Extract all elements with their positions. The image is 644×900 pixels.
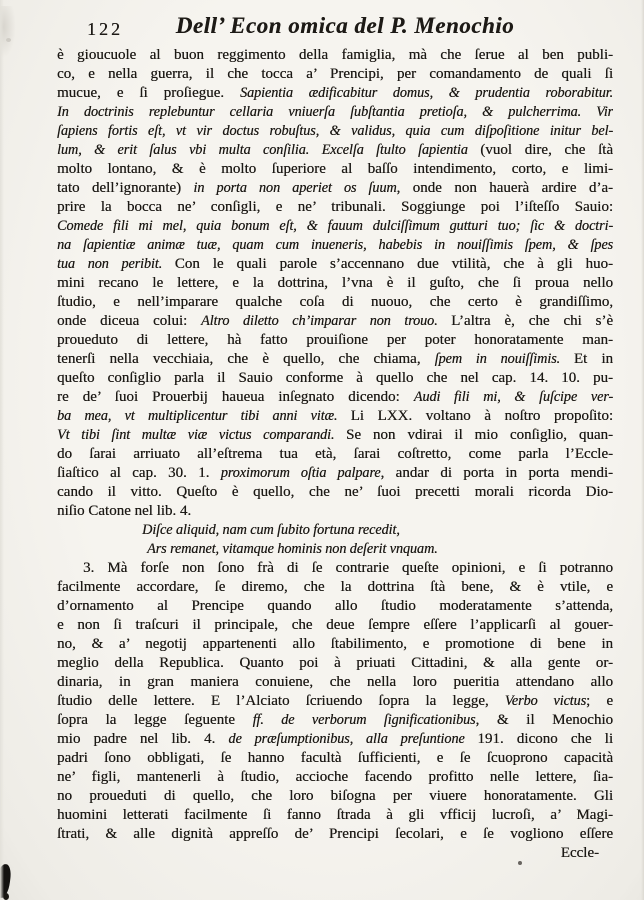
roman-segment: ne’ figli, mantenerli à ſtudio, accioche facendo profitto nelle lettere, ſia-	[57, 769, 613, 785]
roman-segment: (vuol dire, che ſtà	[480, 142, 613, 158]
roman-segment: Con le quali parole s’accennano due vtilità, che à gli huo-	[174, 256, 613, 272]
text-line	[57, 559, 613, 578]
text-line	[57, 141, 613, 160]
italic-segment: lum, & erit ſalus vbi multa conſilia. Excelſa ſtulto ſapientia	[57, 142, 481, 158]
italic-segment: na ſapientiæ animæ tuæ, quam cum inueneris, habebis in nouiſſimis ſpem, & ſpes	[57, 237, 613, 253]
text-line	[57, 825, 613, 844]
roman-segment: dinaria, in gran maniera conuiene, che nella loro pueritia attendano allo	[57, 674, 613, 690]
scan-speck	[6, 38, 11, 42]
roman-segment: , & il Menochio	[475, 712, 613, 728]
text-line	[57, 540, 613, 559]
italic-segment: Verbo victus	[504, 693, 587, 709]
italic-segment: In doctrinis replebuntur cellaria vniuerſa ſubſtantia pretioſa, & pulcherrima. Vir	[57, 104, 613, 120]
roman-segment: mio padre nel lib. 4.	[57, 731, 229, 747]
text-line	[57, 350, 613, 369]
text-line	[57, 293, 613, 312]
roman-segment: , andar di porta in porta mendi-	[380, 465, 613, 481]
text-line	[57, 179, 613, 198]
text-line	[57, 787, 613, 806]
text-line	[57, 483, 613, 502]
roman-segment: tato dell’ignorante)	[57, 180, 194, 196]
roman-segment: onde diceua colui:	[57, 313, 202, 329]
text-line	[57, 255, 613, 274]
roman-segment: huomini letterati facilmente ſi fanno ſtrada à gli vfficij lucroſi, a’ Magi-	[57, 807, 613, 823]
text-line	[57, 521, 613, 540]
text-line	[57, 749, 613, 768]
roman-segment: mini recano le lettere, e la dottrina, l’vna è il guſto, che ſi proua nello	[57, 275, 613, 291]
text-line	[57, 274, 613, 293]
text-line	[57, 711, 613, 730]
roman-segment: tenerſi nella vecchiaia, che è quello, che chiama,	[57, 351, 435, 367]
running-title: Dell’ Econ omica del P. Menochio	[175, 13, 515, 38]
roman-segment: Li LXX. voltano à noſtro propoſito:	[350, 408, 613, 424]
text-line	[57, 407, 613, 426]
text-line	[57, 160, 613, 179]
text-line	[57, 122, 613, 141]
text-block	[57, 46, 613, 863]
italic-segment: Diſce aliquid, nam cum ſubito fortuna recedit,	[142, 522, 400, 538]
roman-segment: ſiaſtico al cap. 30. 1.	[57, 465, 221, 481]
text-line	[57, 46, 613, 65]
text-line	[57, 445, 613, 464]
text-line	[57, 198, 613, 217]
roman-segment: ſtudio delle lettere. E l’Alciato ſcriuendo ſopra la legge,	[57, 693, 505, 709]
text-line	[57, 597, 613, 616]
italic-segment: ba mea, vt multiplicentur tibi anni vitæ.	[57, 408, 351, 424]
roman-segment: L’altra è, che chi s’è	[451, 313, 613, 329]
roman-segment: Et in	[573, 351, 613, 367]
roman-segment: facilmente accordare, ſe diremo, che la dottrina ſtà bene, & è vtile, e	[57, 579, 613, 595]
italic-segment: in porta non aperiet os ſuum	[193, 180, 397, 196]
roman-segment: padri ſono obbligati, ſe hanno facultà ſufficienti, e ſe ſcuoprono capacità	[57, 750, 613, 766]
text-line	[57, 388, 613, 407]
text-line	[57, 616, 613, 635]
roman-segment: ſtudio, e nell’imparare qualche coſa di nuouo, che certo è grandiſſimo,	[57, 294, 613, 310]
scan-dot-artifact	[518, 861, 522, 865]
page-number: 122	[87, 19, 123, 39]
italic-segment: ſapiens fortis eſt, vt vir doctus robuſtus, & validus, quia cum diſpoſitione initur bel-	[57, 123, 613, 139]
text-line	[57, 426, 613, 445]
text-line	[57, 103, 613, 122]
text-line	[57, 806, 613, 825]
text-line	[57, 692, 613, 711]
roman-segment: , onde non hauerà ardire d’a-	[396, 180, 613, 196]
roman-segment: meglio della Republica. Quanto poi à priuati Cittadini, & alla gente or-	[57, 655, 613, 671]
italic-segment: Audi fili mi, & ſuſcipe ver-	[413, 389, 613, 405]
roman-segment: ſtrati, & alle dignità appreſſo de’ Prencipi ſecolari, e ſe vogliono eſſere	[57, 826, 613, 842]
roman-segment: do ſarai arriuato all’eſtrema tua età, ſarai coſtretto, come parla l’Eccle-	[57, 446, 613, 462]
text-line	[57, 236, 613, 255]
text-line	[57, 331, 613, 350]
text-line	[57, 464, 613, 483]
roman-segment: queſto conſiglio parla il Sauio conforme à quello che nel cap. 14. 10. pu-	[57, 370, 613, 386]
roman-segment: ; e	[586, 693, 613, 709]
roman-segment: molto lontano, & è molto ſuperiore al baſſo intendimento, corto, e limi-	[57, 161, 613, 177]
text-line	[57, 312, 613, 331]
roman-segment: proueduto di lettere, hà fatto prouiſione per poter honoratamente man-	[57, 332, 613, 348]
roman-segment: no proueduti di quello, che loro biſogna per viuere honoratamente. Gli	[57, 788, 613, 804]
text-line	[57, 578, 613, 597]
roman-segment: prire la bocca ne’ conſigli, e ne’ tribunali. Soggiunge poi l’iſteſſo Sauio:	[57, 199, 613, 215]
italic-segment: tua non peribit.	[57, 256, 175, 272]
italic-segment: Ars remanet, vitamque hominis non deſerit vnquam.	[147, 541, 438, 557]
italic-segment: de præſumptionibus, alla preſuntione	[228, 731, 478, 747]
text-line	[57, 217, 613, 236]
roman-segment: d’ornamento al Prencipe quando allo ſtudio moderatamente s’attenda,	[57, 598, 613, 614]
italic-segment: Vt tibi ſint multæ viæ victus comparandi.	[57, 427, 346, 443]
roman-segment: Se non vdirai il mio conſiglio, quan-	[346, 427, 613, 443]
text-line	[57, 84, 613, 103]
text-line	[57, 768, 613, 787]
scan-edge-shadow-left	[0, 0, 4, 900]
italic-segment: ff. de verborum ſignificationibus	[252, 712, 476, 728]
roman-segment: e non ſi traſcuri il principale, che deue ſempre eſſere l’applicarſi al gouer-	[57, 617, 613, 633]
page-header	[57, 13, 613, 45]
roman-segment: è gioucuole al buon reggimento della famiglia, mà che ſerue al ben publi-	[57, 47, 613, 63]
text-line	[57, 635, 613, 654]
roman-segment: cando il vitto. Queſto è quello, che ne’ ſuoi precetti morali ricorda Dio-	[57, 484, 613, 500]
roman-segment: no, & a’ negotij appartenenti allo ſtabilimento, e promotione di bene in	[57, 636, 613, 652]
italic-segment: Sapientia ædificabitur domus, & prudentia roborabitur.	[239, 85, 613, 101]
text-line	[57, 730, 613, 749]
catchword: Eccle-	[560, 845, 599, 861]
text-line	[57, 369, 613, 388]
text-line	[57, 65, 613, 84]
roman-segment: mucue, e ſi proſiegue.	[57, 85, 240, 101]
roman-segment: re de’ ſuoi Prouerbij haueua inſegnato dicendo:	[57, 389, 414, 405]
roman-segment: 3. Mà forſe non ſono frà di ſe contrarie queſte opinioni, e ſi potranno	[83, 560, 613, 576]
italic-segment: Comede fili mi mel, quia bonum eſt, & fauum dulciſſimum gutturi tuo; ſic & doctri-	[57, 218, 613, 234]
roman-segment: ſopra la legge ſeguente	[57, 712, 253, 728]
roman-segment: co, e nella guerra, il che tocca a’ Prencipi, per comandamento de quali ſi	[57, 66, 613, 82]
italic-segment: proximorum oſtia palpare	[220, 465, 381, 481]
text-line	[57, 673, 613, 692]
text-line	[57, 654, 613, 673]
text-line	[57, 502, 613, 521]
roman-segment: niſio Catone nel lib. 4.	[57, 503, 192, 519]
italic-segment: ſpem in nouiſſimis.	[434, 351, 574, 367]
roman-segment: 191. dicono che li	[477, 731, 613, 747]
italic-segment: Altro diletto ch’imparar non trouo.	[201, 313, 452, 329]
